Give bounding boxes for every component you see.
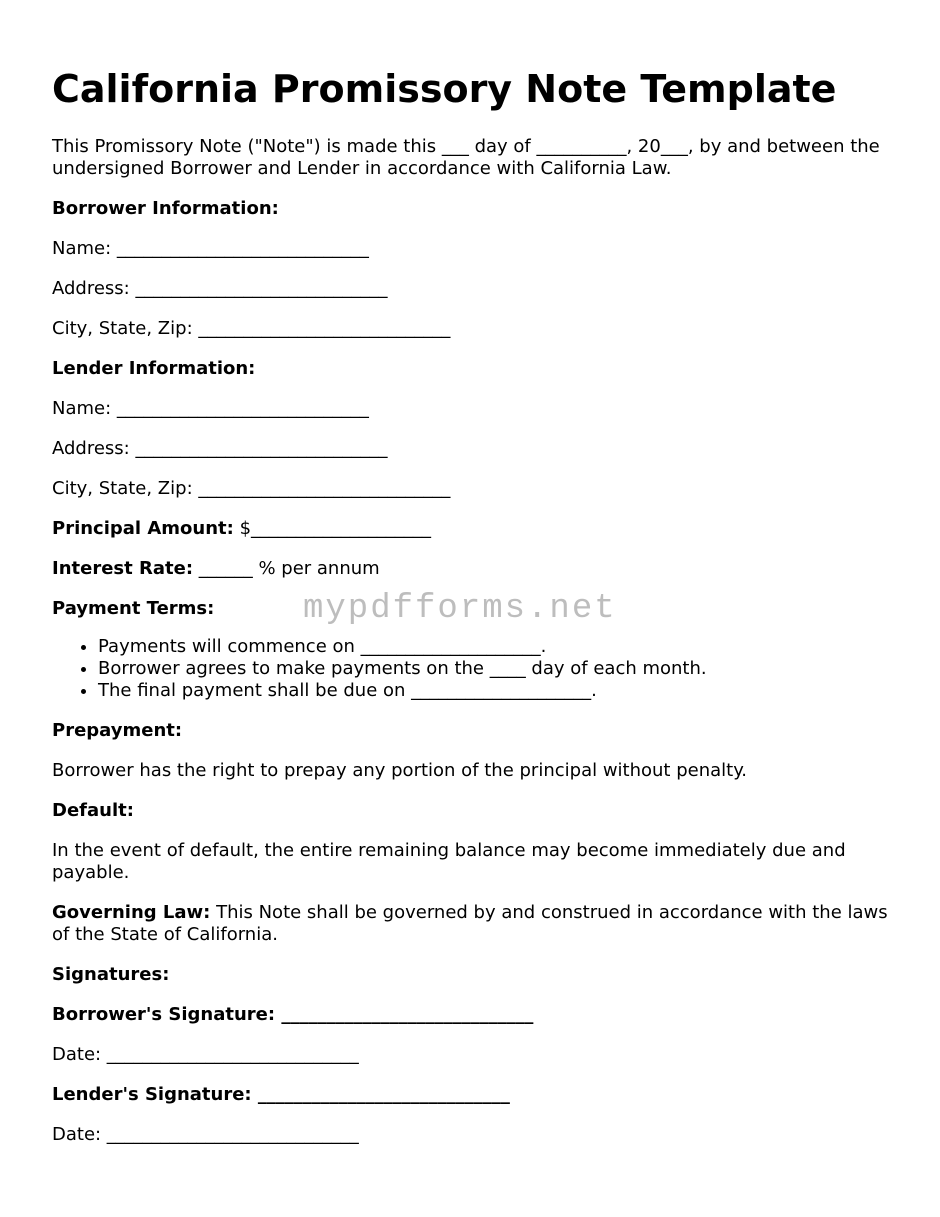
list-item: • Payments will commence on ____________________.	[98, 636, 892, 658]
governing-law-label: Governing Law:	[52, 902, 211, 923]
interest-rate-line	[52, 558, 892, 580]
list-item: • The final payment shall be due on ____________________.	[98, 680, 892, 702]
interest-rate-label: Interest Rate:	[52, 558, 194, 579]
lender-heading: Lender Information:	[52, 358, 256, 379]
borrower-address-field: Address: ____________________________	[52, 278, 388, 299]
watermark: mypdfforms.net	[303, 590, 617, 628]
principal-amount-value: $____________________	[233, 518, 432, 539]
intro-paragraph: This Promissory Note ("Note") is made this ___ day of __________, 20___, by and between the undersigned Borrower and Lender in accordance with California Law.	[52, 136, 880, 179]
prepayment-heading: Prepayment:	[52, 720, 183, 741]
interest-rate-value: ______ % per annum	[193, 558, 380, 579]
principal-amount-label: Principal Amount:	[52, 518, 234, 539]
lender-date-field: Date: ____________________________	[52, 1124, 359, 1145]
list-item: • Borrower agrees to make payments on the ____ day of each month.	[98, 658, 892, 680]
lender-address-field: Address: ____________________________	[52, 438, 388, 459]
principal-amount-line	[52, 518, 892, 540]
payment-terms-heading: Payment Terms:	[52, 598, 215, 619]
borrower-signature-field: Borrower's Signature: ____________________________	[52, 1004, 534, 1025]
signatures-heading: Signatures:	[52, 964, 170, 985]
borrower-date-field: Date: ____________________________	[52, 1044, 359, 1065]
governing-law-paragraph	[52, 902, 892, 946]
borrower-heading: Borrower Information:	[52, 198, 279, 219]
lender-signature-field: Lender's Signature: ____________________________	[52, 1084, 510, 1105]
borrower-city-field: City, State, Zip: ____________________________	[52, 318, 451, 339]
governing-law-text: This Note shall be governed by and construed in accordance with the laws of the State of California.	[52, 902, 888, 945]
default-heading: Default:	[52, 800, 134, 821]
page-title: California Promissory Note Template	[52, 67, 837, 111]
borrower-name-field: Name: ____________________________	[52, 238, 369, 259]
lender-name-field: Name: ____________________________	[52, 398, 369, 419]
default-text: In the event of default, the entire remaining balance may become immediately due and payable.	[52, 840, 846, 883]
lender-city-field: City, State, Zip: ____________________________	[52, 478, 451, 499]
prepayment-text: Borrower has the right to prepay any portion of the principal without penalty.	[52, 760, 748, 781]
payment-terms-list	[52, 636, 892, 702]
